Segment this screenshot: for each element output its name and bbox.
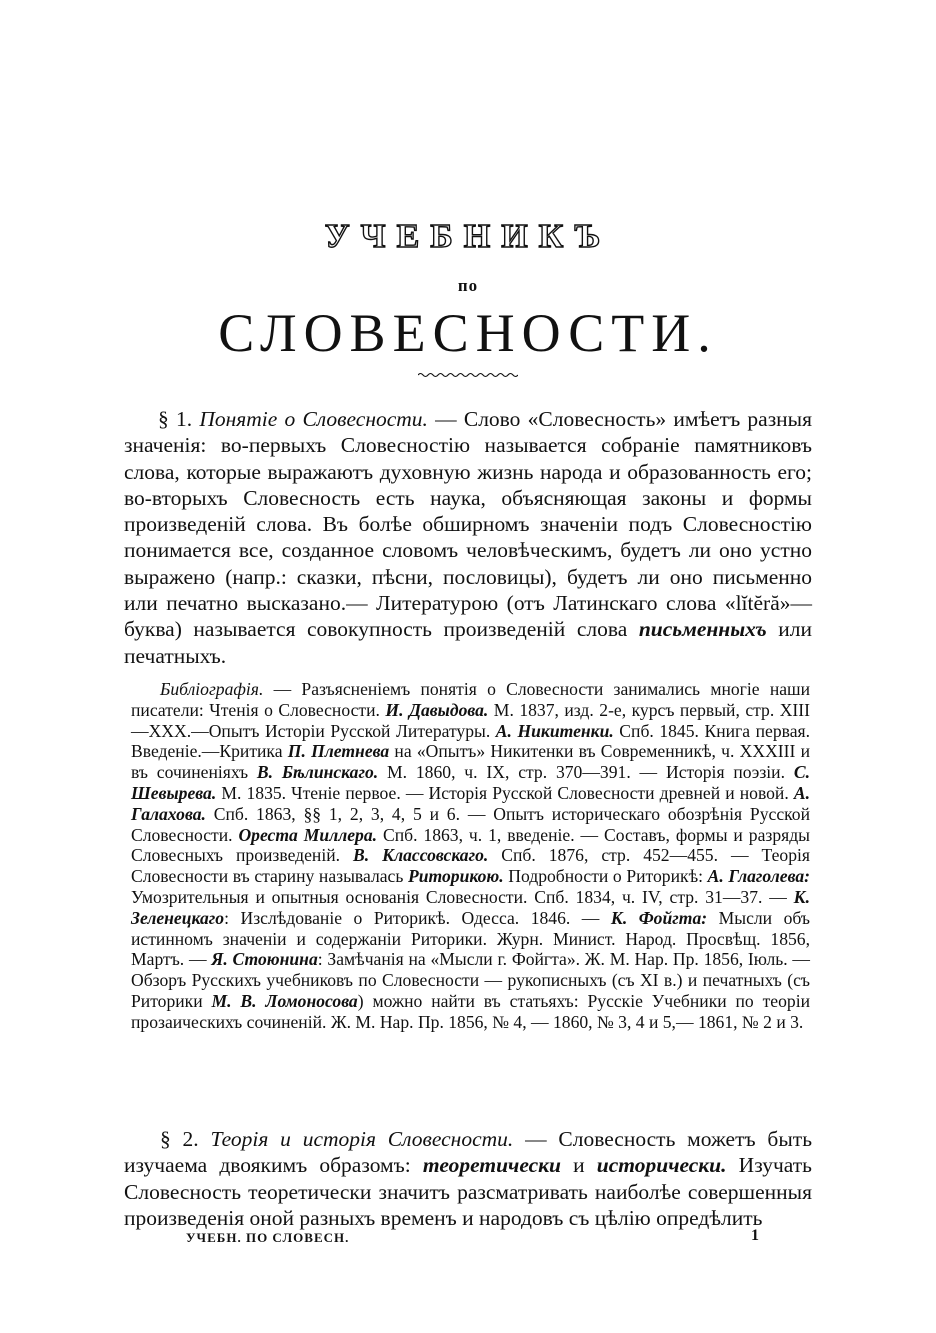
note-text: Умозрительныя и опытныя основанія Словесности. Спб. 1834, ч. IV, стр. 31—37. — <box>131 886 794 907</box>
note-text: Спб. 1863, §§ 1, 2, 3, 4, 5 и 6. — Опытъ историческаго обозрѣнія Русской Словесности. <box>131 803 810 845</box>
title-preposition: по <box>457 276 479 295</box>
section-number: § 1. <box>158 407 193 431</box>
emphasis-text: исторически. <box>596 1153 727 1178</box>
note-text: М. 1835. Чтеніе первое. — Исторія Русской Словесности древней и новой. <box>216 782 794 803</box>
author-name: К. Зеленецкаго <box>131 886 810 928</box>
title-textbook: УЧЕБНИКЪ <box>324 218 612 255</box>
note-text: на «Опытъ» Никитенки въ Современникѣ, ч. XXXIII и въ сочиненіяхъ <box>131 741 810 783</box>
emphasis-text: письменныхъ <box>638 617 767 642</box>
note-text: : Замѣчанія на «Мысли г. Фойгта». Ж. М. Нар. Пр. 1856, Іюль. — Обзоръ Русскихъ учебниковъ по Словесности — рукописныхъ (съ XI в.) и печатныхъ (съ Риторики <box>131 949 810 1011</box>
bibliography-label: Библіографія. <box>160 679 264 699</box>
section-heading: Понятіе о Словесности. <box>199 407 428 431</box>
emphasis-text: теоретически <box>422 1153 561 1178</box>
body-text: или печатныхъ. <box>124 617 812 668</box>
author-name: Я. Стоюнина <box>211 949 318 970</box>
author-name: М. В. Ломоносова <box>211 990 358 1011</box>
note-text: Мысли объ истинномъ значеніи и содержаніи Риторики. Журн. Минист. Народ. Просвѣщ. 1856, Мартъ. — <box>131 907 810 970</box>
note-text: : Изслѣдованіе о Риторикѣ. Одесса. 1846. — <box>224 907 611 928</box>
signature-number: 1 <box>751 1227 759 1244</box>
author-name: К. Фойгта: <box>610 907 708 928</box>
note-text: ) можно найти въ статьяхъ: Русскіе Учебники по теоріи прозаическихъ сочиненій. Ж. М. Нар. Пр. 1856, № 4, — 1860, № 3, 4 и 5,— 1861, № 2 и 3. <box>131 990 810 1032</box>
bibliography-note <box>131 679 810 1033</box>
section-heading: Теорія и исторія Словесности. <box>210 1127 514 1151</box>
body-text: и <box>560 1153 597 1178</box>
author-name: А. Никитенки. <box>495 720 614 741</box>
note-text: М. 1860, ч. IX, стр. 370—391. — Исторія поэзіи. <box>378 762 794 783</box>
author-name: В. Классовскаго. <box>353 845 489 866</box>
note-text: М. 1837, изд. 2-е, курсъ первый, стр. XIII—XXX.—Опытъ Исторіи Русской Литературы. <box>131 699 811 741</box>
section-1-paragraph <box>124 406 812 669</box>
author-name: Ореста Миллера. <box>238 824 378 845</box>
title-subject: СЛОВЕСНОСТИ. <box>218 303 718 363</box>
note-text: Спб. 1863, ч. 1, введеніе. — Составъ, формы и разряды Словесныхъ произведеній. <box>131 824 810 866</box>
wavy-divider-ornament <box>418 370 518 380</box>
section-number: § 2. <box>160 1127 199 1151</box>
author-name: А. Галахова. <box>131 782 810 824</box>
note-text: Спб. 1845. Книга первая. Введеніе.—Критика <box>131 720 810 762</box>
body-text: — Словесность можетъ быть изучаема двоякимъ образомъ: <box>124 1127 812 1178</box>
author-name: В. Бѣлинскаго. <box>256 762 379 783</box>
body-text: Изучать Словесность теоретически значитъ разсматривать наиболѣе совершенныя произведенія оной разныхъ временъ и народовъ съ цѣлію опредѣлить <box>124 1153 812 1230</box>
author-name: И. Давыдова. <box>385 699 489 720</box>
author-name: А. Глаголева: <box>707 866 810 887</box>
note-text: — Разъясненіемъ понятія о Словесности занимались многіе наши писатели: Чтенія о Словесности. <box>131 679 810 720</box>
author-name: С. Шевырева. <box>131 762 810 803</box>
section-2-paragraph <box>124 1126 812 1231</box>
author-name: П. Плетнева <box>287 741 390 762</box>
note-text: Спб. 1876, стр. 452—455. — Теорія Словесности въ старину называлась <box>131 845 810 887</box>
note-text: Подробности о Риторикѣ: <box>503 866 708 887</box>
body-text: — Слово «Словесность» имѣетъ разныя значенія: во-первыхъ Словесностію называется собраніе памятниковъ слова, которые выражаютъ духовную жизнь народа и образованность его; во-вторыхъ Словесность есть наука, объясняющая законы и формы произведеній слова. Въ болѣе обширномъ значеніи подъ Словесностію понимается все, созданное словомъ человѣческимъ, будетъ ли оно устно выражено (напр.: сказки, пѣсни, пословицы), будетъ ли оно письменно или печатно высказано.— Литературою (отъ Латинскаго слова «lĭtĕră»— буква) называется совокупность произведеній слова <box>124 407 813 642</box>
author-name: Риторикою. <box>407 866 504 887</box>
signature-mark: УЧЕБН. ПО СЛОВЕСН. <box>186 1230 350 1245</box>
